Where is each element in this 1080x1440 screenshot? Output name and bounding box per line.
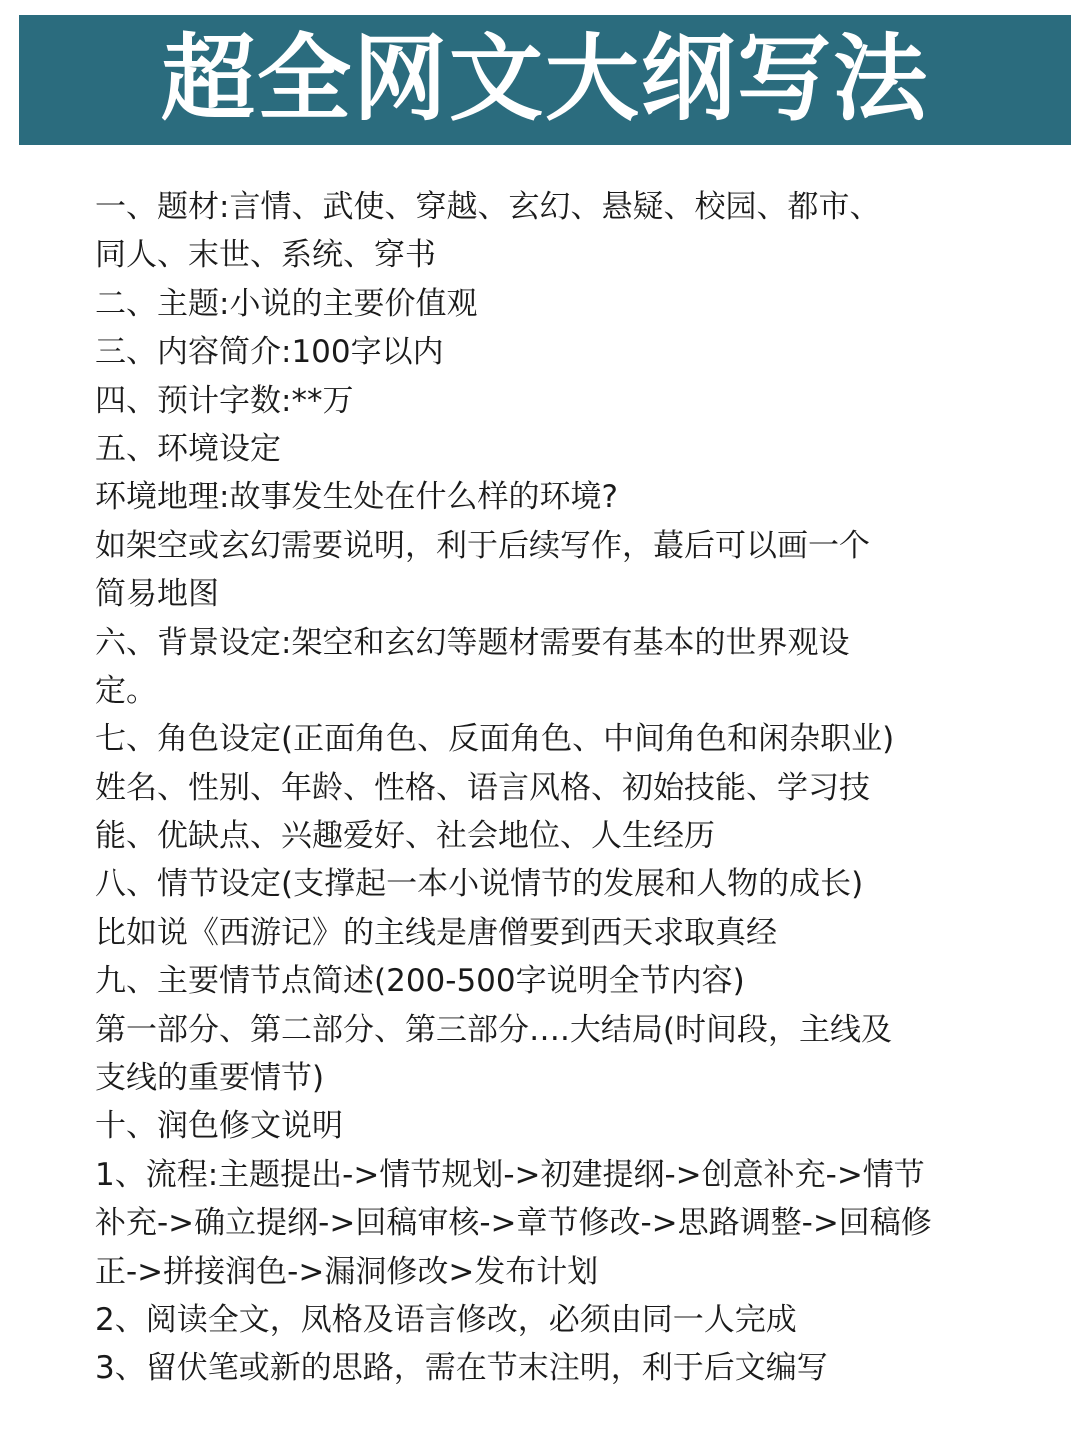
text-line: 八、情节设定(支撑起一本小说情节的发展和人物的成长) — [95, 866, 864, 903]
text-line: 能、优缺点、兴趣爱好、社会地位、人生经历 — [95, 818, 715, 855]
text-line: 环境地理:故事发生处在什么样的环境? — [95, 479, 618, 516]
text-line: 十、润色修文说明 — [95, 1108, 343, 1145]
text-line: 一、题材:言情、武使、穿越、玄幻、悬疑、校园、都市、 — [95, 189, 881, 225]
text-line: 三、内容简介:100字以内 — [95, 334, 444, 371]
text-line: 七、角色设定(正面角色、反面角色、中间角色和闲杂职业) — [95, 721, 895, 758]
text-line: 第一部分、第二部分、第三部分….大结局(时间段，主线及 — [95, 1011, 892, 1048]
text-line: 简易地图 — [95, 576, 219, 613]
text-line: 2、阅读全文，凤格及语言修改，必须由同一人完成 — [95, 1301, 797, 1338]
text-line: 九、主要情节点简述(200-500字说明全节内容) — [95, 963, 745, 1000]
text-line: 如架空或玄幻需要说明，利于后续写作，蕞后可以画一个 — [95, 527, 870, 564]
text-line: 姓名、性别、年龄、性格、语言风格、初始技能、学习技 — [95, 769, 870, 806]
text-line: 正->拼接润色->漏洞修改>发布计划 — [95, 1253, 599, 1290]
text-line: 六、背景设定:架空和玄幻等题材需要有基本的世界观设 — [95, 624, 850, 661]
text-line: 支线的重要情节) — [95, 1060, 325, 1097]
text-line: 定。 — [95, 672, 157, 709]
text-line: 同人、末世、系统、穿书 — [95, 237, 436, 274]
text-line: 四、预计字数:**万 — [95, 382, 354, 419]
text-line: 1、流程:主题提出->情节规划->初建提纲->创意补充->情节 — [95, 1156, 925, 1193]
text-line: 3、留伏笔或新的思路，需在节末注明，利于后文编写 — [95, 1350, 828, 1387]
text-line: 五、环境设定 — [95, 430, 281, 467]
title-banner — [19, 15, 1071, 145]
text-line: 补充->确立提纲->回稿审核->章节修改->思路调整->回稿修 — [95, 1205, 932, 1242]
page-title: 超全网文大纲写法 — [160, 25, 929, 134]
text-line: 比如说《西游记》的主线是唐僧要到西天求取真经 — [95, 914, 777, 951]
text-line: 二、主题:小说的主要价值观 — [95, 285, 478, 322]
outline-content — [95, 183, 995, 1393]
